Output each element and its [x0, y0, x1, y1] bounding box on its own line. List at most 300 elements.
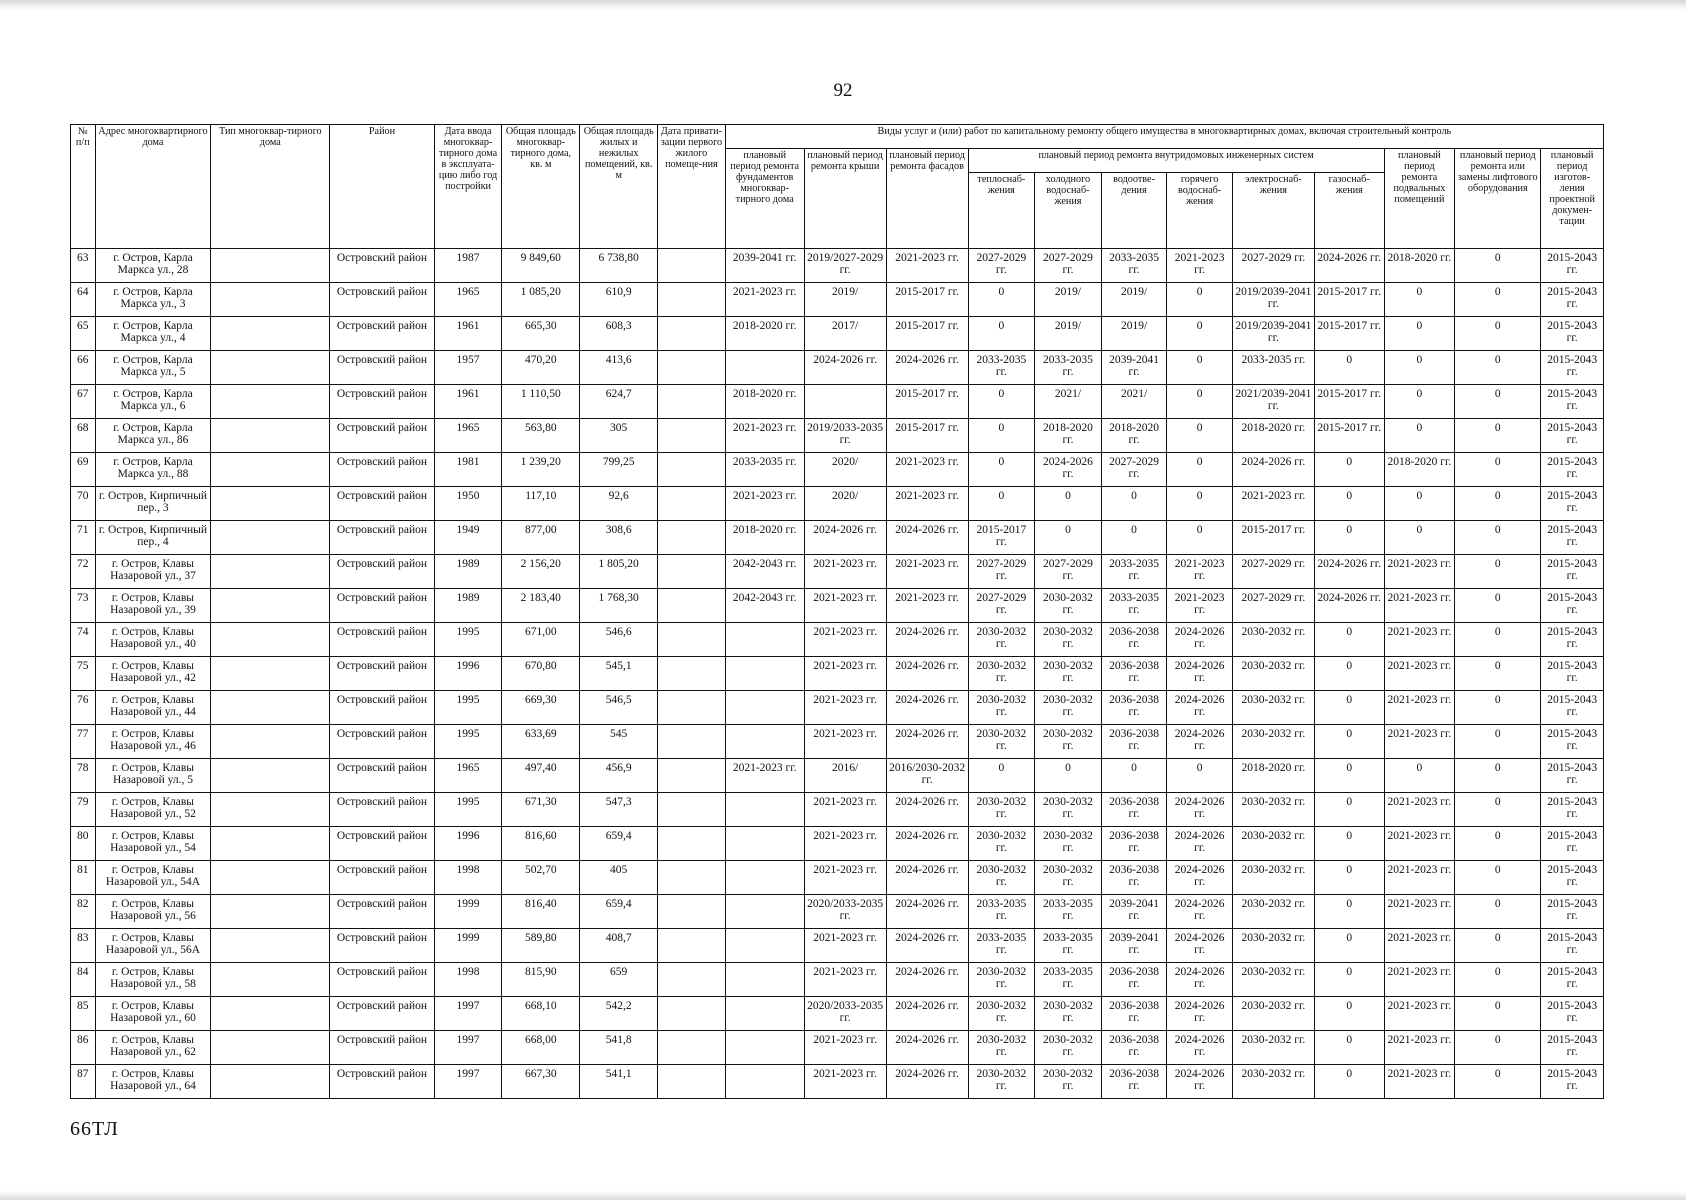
cell-num: 72	[71, 555, 96, 589]
cell-cold-water: 2030-2032 гг.	[1035, 623, 1102, 657]
cell-heat: 2033-2035 гг.	[968, 351, 1035, 385]
cell-foundation	[725, 895, 804, 929]
cell-year: 1989	[434, 589, 502, 623]
cell-hot-water: 2021-2023 гг.	[1167, 249, 1233, 283]
cell-project-docs: 2015-2043 гг.	[1541, 963, 1604, 997]
cell-elevator: 0	[1455, 555, 1541, 589]
page-number: 92	[833, 80, 853, 101]
cell-project-docs: 2015-2043 гг.	[1541, 759, 1604, 793]
cell-hot-water: 2024-2026 гг.	[1167, 691, 1233, 725]
cell-privatization	[658, 793, 726, 827]
cell-total-area: 815,90	[502, 963, 580, 997]
cell-sewerage: 2033-2035 гг.	[1101, 249, 1167, 283]
cell-electric: 2019/2039-2041 гг.	[1232, 317, 1314, 351]
cell-hot-water: 2021-2023 гг.	[1167, 589, 1233, 623]
cell-foundation: 2039-2041 гг.	[725, 249, 804, 283]
col-header-cold-water: холодного водоснаб-жения	[1035, 173, 1102, 249]
cell-total-area: 502,70	[502, 861, 580, 895]
cell-sewerage: 2018-2020 гг.	[1101, 419, 1167, 453]
cell-project-docs: 2015-2043 гг.	[1541, 929, 1604, 963]
cell-type	[211, 555, 330, 589]
cell-cold-water: 0	[1035, 759, 1102, 793]
cell-year: 1998	[434, 963, 502, 997]
table-row	[71, 963, 1604, 997]
cell-num: 80	[71, 827, 96, 861]
cell-facade: 2024-2026 гг.	[886, 1065, 968, 1099]
table-row	[71, 555, 1604, 589]
cell-address: г. Остров, Клавы Назаровой ул., 60	[95, 997, 211, 1031]
cell-facade: 2016/2030-2032 гг.	[886, 759, 968, 793]
cell-foundation: 2018-2020 гг.	[725, 385, 804, 419]
cell-foundation	[725, 725, 804, 759]
cell-type	[211, 929, 330, 963]
cell-gas: 0	[1314, 827, 1384, 861]
cell-elevator: 0	[1455, 929, 1541, 963]
cell-roof	[804, 385, 886, 419]
cell-facade: 2024-2026 гг.	[886, 793, 968, 827]
cell-roof: 2021-2023 гг.	[804, 793, 886, 827]
cell-year: 1957	[434, 351, 502, 385]
cell-electric: 2018-2020 гг.	[1232, 759, 1314, 793]
cell-district: Островский район	[330, 385, 435, 419]
cell-gas: 2015-2017 гг.	[1314, 283, 1384, 317]
table-row	[71, 521, 1604, 555]
cell-electric: 2027-2029 гг.	[1232, 555, 1314, 589]
cell-project-docs: 2015-2043 гг.	[1541, 555, 1604, 589]
cell-gas: 0	[1314, 657, 1384, 691]
cell-address: г. Остров, Клавы Назаровой ул., 37	[95, 555, 211, 589]
cell-heat: 0	[968, 419, 1035, 453]
cell-type	[211, 861, 330, 895]
cell-gas: 0	[1314, 929, 1384, 963]
cell-hot-water: 0	[1167, 487, 1233, 521]
cell-privatization	[658, 827, 726, 861]
cell-foundation	[725, 1065, 804, 1099]
cell-project-docs: 2015-2043 гг.	[1541, 521, 1604, 555]
cell-privatization	[658, 691, 726, 725]
cell-elevator: 0	[1455, 249, 1541, 283]
cell-living-area: 547,3	[580, 793, 658, 827]
cell-hot-water: 2024-2026 гг.	[1167, 1065, 1233, 1099]
cell-roof: 2020/2033-2035 гг.	[804, 895, 886, 929]
cell-roof: 2020/2033-2035 гг.	[804, 997, 886, 1031]
cell-foundation: 2021-2023 гг.	[725, 487, 804, 521]
cell-privatization	[658, 521, 726, 555]
col-header-num: № п/п	[71, 125, 96, 249]
cell-electric: 2027-2029 гг.	[1232, 589, 1314, 623]
table-row	[71, 589, 1604, 623]
cell-address: г. Остров, Карла Маркса ул., 6	[95, 385, 211, 419]
cell-district: Островский район	[330, 555, 435, 589]
cell-elevator: 0	[1455, 1065, 1541, 1099]
cell-type	[211, 249, 330, 283]
col-header-sewerage: водоотве-дения	[1101, 173, 1167, 249]
cell-num: 63	[71, 249, 96, 283]
table-row	[71, 895, 1604, 929]
cell-gas: 0	[1314, 895, 1384, 929]
cell-living-area: 546,6	[580, 623, 658, 657]
cell-num: 68	[71, 419, 96, 453]
cell-hot-water: 0	[1167, 385, 1233, 419]
cell-living-area: 545	[580, 725, 658, 759]
cell-num: 70	[71, 487, 96, 521]
cell-elevator: 0	[1455, 317, 1541, 351]
cell-living-area: 799,25	[580, 453, 658, 487]
cell-living-area: 545,1	[580, 657, 658, 691]
cell-basement: 0	[1384, 351, 1455, 385]
cell-cold-water: 2030-2032 гг.	[1035, 861, 1102, 895]
cell-foundation	[725, 997, 804, 1031]
repair-schedule-table	[70, 124, 1604, 1099]
cell-living-area: 624,7	[580, 385, 658, 419]
cell-gas: 0	[1314, 691, 1384, 725]
cell-total-area: 470,20	[502, 351, 580, 385]
cell-elevator: 0	[1455, 827, 1541, 861]
cell-num: 85	[71, 997, 96, 1031]
cell-living-area: 659	[580, 963, 658, 997]
cell-project-docs: 2015-2043 гг.	[1541, 657, 1604, 691]
cell-facade: 2024-2026 гг.	[886, 861, 968, 895]
cell-type	[211, 623, 330, 657]
col-header-facade: плановый период ремонта фасадов	[886, 149, 968, 249]
cell-sewerage: 2036-2038 гг.	[1101, 793, 1167, 827]
cell-sewerage: 0	[1101, 521, 1167, 555]
cell-year: 1989	[434, 555, 502, 589]
cell-district: Островский район	[330, 419, 435, 453]
cell-num: 74	[71, 623, 96, 657]
cell-foundation	[725, 1031, 804, 1065]
col-header-basement: плановый период ремонта подвальных помещений	[1384, 149, 1455, 249]
cell-elevator: 0	[1455, 657, 1541, 691]
cell-address: г. Остров, Карла Маркса ул., 5	[95, 351, 211, 385]
table-row	[71, 1065, 1604, 1099]
cell-year: 1961	[434, 385, 502, 419]
cell-electric: 2030-2032 гг.	[1232, 623, 1314, 657]
cell-project-docs: 2015-2043 гг.	[1541, 623, 1604, 657]
cell-year: 1961	[434, 317, 502, 351]
cell-heat: 2027-2029 гг.	[968, 589, 1035, 623]
cell-year: 1995	[434, 793, 502, 827]
cell-electric: 2030-2032 гг.	[1232, 1031, 1314, 1065]
cell-sewerage: 2036-2038 гг.	[1101, 657, 1167, 691]
cell-total-area: 1 085,20	[502, 283, 580, 317]
cell-electric: 2033-2035 гг.	[1232, 351, 1314, 385]
col-header-living-area: Общая площадь жилых и нежилых помещений, кв. м	[580, 125, 658, 249]
cell-privatization	[658, 487, 726, 521]
cell-hot-water: 0	[1167, 453, 1233, 487]
cell-num: 65	[71, 317, 96, 351]
cell-type	[211, 521, 330, 555]
cell-living-area: 1 768,30	[580, 589, 658, 623]
cell-num: 87	[71, 1065, 96, 1099]
cell-cold-water: 2030-2032 гг.	[1035, 657, 1102, 691]
cell-foundation	[725, 657, 804, 691]
cell-basement: 2021-2023 гг.	[1384, 555, 1455, 589]
cell-gas: 2015-2017 гг.	[1314, 419, 1384, 453]
cell-year: 1999	[434, 895, 502, 929]
cell-basement: 2021-2023 гг.	[1384, 895, 1455, 929]
cell-total-area: 117,10	[502, 487, 580, 521]
cell-gas: 2024-2026 гг.	[1314, 555, 1384, 589]
cell-facade: 2021-2023 гг.	[886, 453, 968, 487]
cell-heat: 2030-2032 гг.	[968, 691, 1035, 725]
cell-type	[211, 385, 330, 419]
cell-heat: 2027-2029 гг.	[968, 249, 1035, 283]
cell-heat: 2027-2029 гг.	[968, 555, 1035, 589]
cell-type	[211, 793, 330, 827]
cell-hot-water: 0	[1167, 283, 1233, 317]
cell-num: 76	[71, 691, 96, 725]
cell-foundation: 2021-2023 гг.	[725, 419, 804, 453]
cell-basement: 2021-2023 гг.	[1384, 725, 1455, 759]
cell-elevator: 0	[1455, 691, 1541, 725]
cell-roof: 2016/	[804, 759, 886, 793]
cell-num: 82	[71, 895, 96, 929]
cell-hot-water: 2024-2026 гг.	[1167, 929, 1233, 963]
cell-total-area: 563,80	[502, 419, 580, 453]
cell-basement: 0	[1384, 419, 1455, 453]
cell-total-area: 2 156,20	[502, 555, 580, 589]
cell-address: г. Остров, Клавы Назаровой ул., 56	[95, 895, 211, 929]
cell-type	[211, 1031, 330, 1065]
col-header-foundation: плановый период ремонта фундаментов многоквар-тирного дома	[725, 149, 804, 249]
cell-district: Островский район	[330, 997, 435, 1031]
cell-district: Островский район	[330, 861, 435, 895]
cell-cold-water: 2030-2032 гг.	[1035, 589, 1102, 623]
cell-heat: 2030-2032 гг.	[968, 623, 1035, 657]
cell-cold-water: 2033-2035 гг.	[1035, 929, 1102, 963]
cell-living-area: 610,9	[580, 283, 658, 317]
cell-year: 1999	[434, 929, 502, 963]
cell-total-area: 671,00	[502, 623, 580, 657]
cell-hot-water: 0	[1167, 317, 1233, 351]
cell-basement: 2021-2023 гг.	[1384, 1031, 1455, 1065]
cell-type	[211, 1065, 330, 1099]
table-row	[71, 691, 1604, 725]
cell-address: г. Остров, Кирпичный пер., 4	[95, 521, 211, 555]
cell-foundation	[725, 963, 804, 997]
cell-project-docs: 2015-2043 гг.	[1541, 385, 1604, 419]
cell-year: 1981	[434, 453, 502, 487]
col-header-electric: электроснаб-жения	[1232, 173, 1314, 249]
cell-facade: 2024-2026 гг.	[886, 963, 968, 997]
cell-privatization	[658, 1031, 726, 1065]
cell-cold-water: 2024-2026 гг.	[1035, 453, 1102, 487]
cell-sewerage: 2036-2038 гг.	[1101, 623, 1167, 657]
table-row	[71, 249, 1604, 283]
cell-year: 1949	[434, 521, 502, 555]
cell-district: Островский район	[330, 759, 435, 793]
cell-hot-water: 2024-2026 гг.	[1167, 1031, 1233, 1065]
cell-elevator: 0	[1455, 419, 1541, 453]
cell-sewerage: 2036-2038 гг.	[1101, 963, 1167, 997]
cell-elevator: 0	[1455, 487, 1541, 521]
cell-district: Островский район	[330, 351, 435, 385]
cell-privatization	[658, 589, 726, 623]
cell-foundation	[725, 827, 804, 861]
table-row	[71, 623, 1604, 657]
cell-foundation	[725, 691, 804, 725]
cell-cold-water: 2030-2032 гг.	[1035, 1065, 1102, 1099]
cell-district: Островский район	[330, 963, 435, 997]
table-row	[71, 1031, 1604, 1065]
cell-electric: 2019/2039-2041 гг.	[1232, 283, 1314, 317]
cell-district: Островский район	[330, 453, 435, 487]
cell-district: Островский район	[330, 793, 435, 827]
cell-hot-water: 2024-2026 гг.	[1167, 793, 1233, 827]
cell-sewerage: 2036-2038 гг.	[1101, 1065, 1167, 1099]
document-stamp: 66ТЛ	[70, 1118, 119, 1140]
cell-project-docs: 2015-2043 гг.	[1541, 249, 1604, 283]
cell-facade: 2015-2017 гг.	[886, 419, 968, 453]
col-header-year: Дата ввода многоквар-тирного дома в эксплуата-цию либо год постройки	[434, 125, 502, 249]
cell-elevator: 0	[1455, 895, 1541, 929]
cell-gas: 2024-2026 гг.	[1314, 589, 1384, 623]
cell-hot-water: 2024-2026 гг.	[1167, 997, 1233, 1031]
cell-total-area: 1 110,50	[502, 385, 580, 419]
cell-cold-water: 2030-2032 гг.	[1035, 827, 1102, 861]
cell-facade: 2024-2026 гг.	[886, 929, 968, 963]
cell-project-docs: 2015-2043 гг.	[1541, 725, 1604, 759]
cell-type	[211, 487, 330, 521]
cell-heat: 0	[968, 759, 1035, 793]
cell-living-area: 659,4	[580, 895, 658, 929]
cell-gas: 0	[1314, 759, 1384, 793]
cell-gas: 2015-2017 гг.	[1314, 385, 1384, 419]
cell-living-area: 305	[580, 419, 658, 453]
cell-address: г. Остров, Клавы Назаровой ул., 5	[95, 759, 211, 793]
table-row	[71, 861, 1604, 895]
cell-basement: 2018-2020 гг.	[1384, 453, 1455, 487]
cell-total-area: 497,40	[502, 759, 580, 793]
cell-sewerage: 2021/	[1101, 385, 1167, 419]
cell-cold-water: 2030-2032 гг.	[1035, 1031, 1102, 1065]
cell-electric: 2030-2032 гг.	[1232, 895, 1314, 929]
cell-privatization	[658, 895, 726, 929]
table-row	[71, 827, 1604, 861]
col-header-type: Тип многоквар-тирного дома	[211, 125, 330, 249]
cell-cold-water: 2033-2035 гг.	[1035, 963, 1102, 997]
cell-facade: 2021-2023 гг.	[886, 487, 968, 521]
cell-electric: 2027-2029 гг.	[1232, 249, 1314, 283]
cell-privatization	[658, 351, 726, 385]
cell-district: Островский район	[330, 1065, 435, 1099]
cell-sewerage: 2036-2038 гг.	[1101, 1031, 1167, 1065]
cell-sewerage: 2036-2038 гг.	[1101, 725, 1167, 759]
cell-electric: 2021/2039-2041 гг.	[1232, 385, 1314, 419]
cell-roof: 2019/	[804, 283, 886, 317]
table-row	[71, 419, 1604, 453]
cell-basement: 0	[1384, 487, 1455, 521]
table-row	[71, 385, 1604, 419]
cell-facade: 2021-2023 гг.	[886, 249, 968, 283]
cell-type	[211, 419, 330, 453]
cell-roof: 2021-2023 гг.	[804, 827, 886, 861]
cell-project-docs: 2015-2043 гг.	[1541, 861, 1604, 895]
cell-privatization	[658, 929, 726, 963]
cell-year: 1995	[434, 691, 502, 725]
cell-electric: 2030-2032 гг.	[1232, 827, 1314, 861]
cell-district: Островский район	[330, 283, 435, 317]
table-row	[71, 283, 1604, 317]
cell-district: Островский район	[330, 521, 435, 555]
cell-district: Островский район	[330, 623, 435, 657]
cell-district: Островский район	[330, 249, 435, 283]
cell-year: 1965	[434, 419, 502, 453]
cell-privatization	[658, 657, 726, 691]
cell-year: 1998	[434, 861, 502, 895]
cell-type	[211, 997, 330, 1031]
cell-gas: 0	[1314, 623, 1384, 657]
cell-basement: 2021-2023 гг.	[1384, 589, 1455, 623]
cell-type	[211, 317, 330, 351]
cell-hot-water: 0	[1167, 521, 1233, 555]
cell-district: Островский район	[330, 487, 435, 521]
table-row	[71, 759, 1604, 793]
cell-electric: 2024-2026 гг.	[1232, 453, 1314, 487]
cell-project-docs: 2015-2043 гг.	[1541, 419, 1604, 453]
cell-hot-water: 2024-2026 гг.	[1167, 963, 1233, 997]
cell-basement: 2021-2023 гг.	[1384, 997, 1455, 1031]
col-header-heat: теплоснаб-жения	[968, 173, 1035, 249]
cell-project-docs: 2015-2043 гг.	[1541, 283, 1604, 317]
cell-foundation	[725, 861, 804, 895]
cell-hot-water: 0	[1167, 351, 1233, 385]
cell-gas: 0	[1314, 725, 1384, 759]
cell-facade: 2024-2026 гг.	[886, 827, 968, 861]
cell-living-area: 541,8	[580, 1031, 658, 1065]
cell-project-docs: 2015-2043 гг.	[1541, 1031, 1604, 1065]
cell-total-area: 589,80	[502, 929, 580, 963]
col-header-works-group: Виды услуг и (или) работ по капитальному ремонту общего имущества в многоквартирных домах, включая строительный контроль	[725, 125, 1603, 149]
table-row	[71, 725, 1604, 759]
cell-living-area: 408,7	[580, 929, 658, 963]
cell-electric: 2030-2032 гг.	[1232, 691, 1314, 725]
cell-privatization	[658, 861, 726, 895]
cell-facade: 2015-2017 гг.	[886, 385, 968, 419]
cell-sewerage: 2036-2038 гг.	[1101, 997, 1167, 1031]
cell-type	[211, 453, 330, 487]
cell-living-area: 659,4	[580, 827, 658, 861]
cell-total-area: 633,69	[502, 725, 580, 759]
cell-total-area: 665,30	[502, 317, 580, 351]
cell-district: Островский район	[330, 929, 435, 963]
cell-type	[211, 759, 330, 793]
cell-gas: 0	[1314, 1065, 1384, 1099]
cell-heat: 2030-2032 гг.	[968, 963, 1035, 997]
cell-num: 81	[71, 861, 96, 895]
cell-foundation	[725, 929, 804, 963]
cell-foundation: 2018-2020 гг.	[725, 521, 804, 555]
cell-year: 1995	[434, 623, 502, 657]
cell-heat: 0	[968, 487, 1035, 521]
cell-basement: 0	[1384, 317, 1455, 351]
cell-cold-water: 2030-2032 гг.	[1035, 997, 1102, 1031]
cell-type	[211, 589, 330, 623]
cell-address: г. Остров, Клавы Назаровой ул., 52	[95, 793, 211, 827]
cell-num: 71	[71, 521, 96, 555]
cell-cold-water: 2019/	[1035, 283, 1102, 317]
cell-facade: 2024-2026 гг.	[886, 725, 968, 759]
cell-year: 1996	[434, 657, 502, 691]
col-header-gas: газоснаб-жения	[1314, 173, 1384, 249]
cell-gas: 2015-2017 гг.	[1314, 317, 1384, 351]
cell-gas: 0	[1314, 793, 1384, 827]
cell-elevator: 0	[1455, 521, 1541, 555]
cell-electric: 2018-2020 гг.	[1232, 419, 1314, 453]
cell-year: 1997	[434, 1031, 502, 1065]
cell-facade: 2024-2026 гг.	[886, 351, 968, 385]
